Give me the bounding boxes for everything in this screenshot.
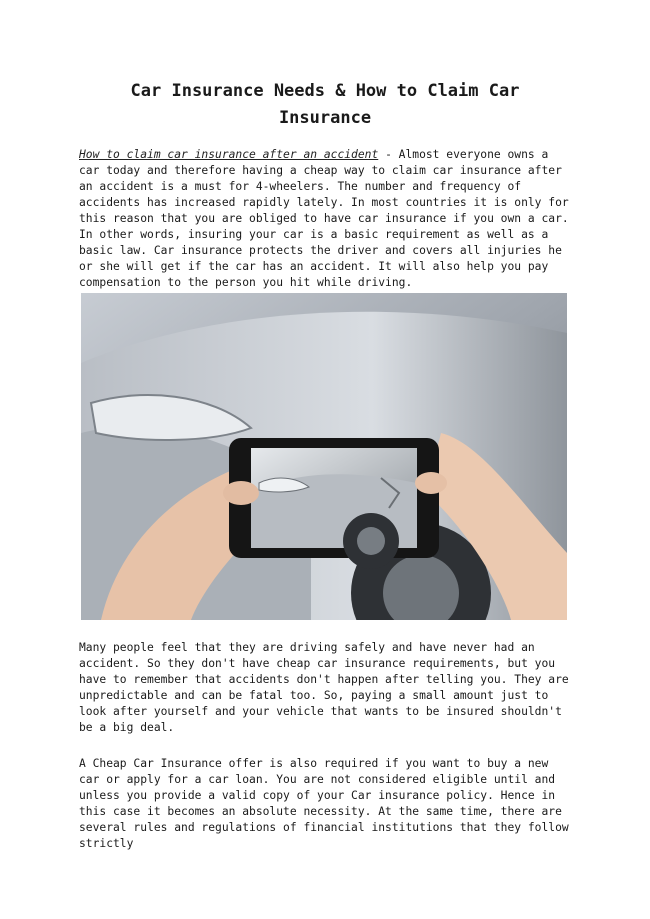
document-title: Car Insurance Needs & How to Claim Car Insurance bbox=[130, 81, 520, 128]
intro-paragraph-text: - Almost everyone owns a car today and therefore having a cheap way to claim car insurance after an accident is a must for 4-wheelers. The number and frequency of accidents has increased rapidly lately. In most countries it is only for this reason that you are obliged to have car insurance if you own a car. In other words, insuring your car is a basic requirement as well as a basic law. Car insurance protects the driver and covers all injuries he or she will get if the car has an accident. It will also help you pay compensation to the person you hit while driving. bbox=[79, 148, 569, 289]
paragraph-2: Many people feel that they are driving safely and have never had an accident. So they don't have cheap car insurance requirements, but you have to remember that accidents don't happen after telling you. They are unpredictable and can be fatal too. So, paying a small amount just to look after yourself and your vehicle that wants to be insured shouldn't be a big deal. bbox=[79, 641, 569, 734]
paragraph-3: A Cheap Car Insurance offer is also required if you want to buy a new car or apply for a car loan. You are not considered eligible until and unless you provide a valid copy of your Car insurance policy. Hence in this case it becomes an absolute necessity. At the same time, there are several rules and regulations of financial institutions that they follow strictly bbox=[79, 757, 569, 850]
damaged-car-photo bbox=[81, 293, 567, 620]
claim-insurance-link[interactable]: How to claim car insurance after an accident bbox=[79, 148, 379, 161]
intro-paragraph bbox=[79, 147, 574, 291]
